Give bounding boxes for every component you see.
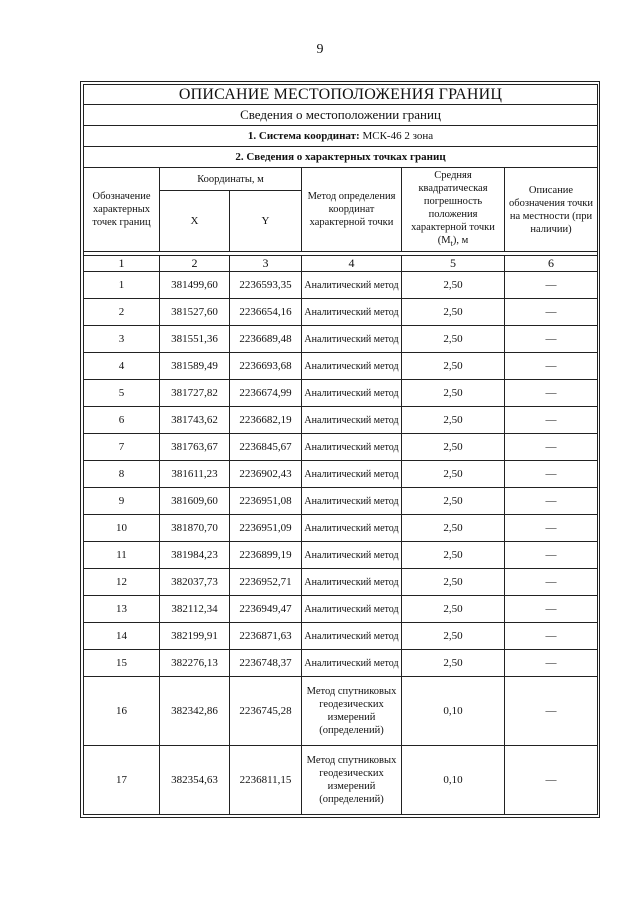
cell-x: 382354,63: [160, 746, 230, 815]
cell-y: 2236811,15: [230, 746, 302, 815]
cell-point: 11: [84, 542, 160, 569]
table-row: [84, 650, 598, 677]
cell-method: Аналитический метод: [302, 461, 402, 488]
table-row: [84, 488, 598, 515]
cell-description: —: [505, 569, 598, 596]
cell-y: 2236654,16: [230, 299, 302, 326]
cell-method: Аналитический метод: [302, 596, 402, 623]
cell-point: 16: [84, 677, 160, 746]
cell-x: 381527,60: [160, 299, 230, 326]
cell-method: Аналитический метод: [302, 299, 402, 326]
cell-point: 7: [84, 434, 160, 461]
cell-error: 2,50: [402, 407, 505, 434]
cell-y: 2236689,48: [230, 326, 302, 353]
header-coordinates: Координаты, м: [160, 168, 302, 191]
column-number-6: 6: [505, 256, 598, 272]
cell-error: 2,50: [402, 488, 505, 515]
column-number-3: 3: [230, 256, 302, 272]
header-y: Y: [230, 191, 302, 252]
column-number-2: 2: [160, 256, 230, 272]
cell-point: 8: [84, 461, 160, 488]
cell-error: 2,50: [402, 326, 505, 353]
cell-description: —: [505, 623, 598, 650]
cell-point: 1: [84, 272, 160, 299]
cell-y: 2236593,35: [230, 272, 302, 299]
table-row: [84, 623, 598, 650]
cell-point: 14: [84, 623, 160, 650]
cell-description: —: [505, 353, 598, 380]
cell-point: 4: [84, 353, 160, 380]
table-row: [84, 272, 598, 299]
boundary-table: [83, 84, 598, 815]
header-x: X: [160, 191, 230, 252]
document-subtitle: Сведения о местоположении границ: [84, 105, 598, 126]
header-description: Описание обозначения точки на местности (при наличии): [505, 168, 598, 252]
cell-error: 2,50: [402, 650, 505, 677]
cell-method: Аналитический метод: [302, 515, 402, 542]
cell-x: 381763,67: [160, 434, 230, 461]
document-title: ОПИСАНИЕ МЕСТОПОЛОЖЕНИЯ ГРАНИЦ: [84, 85, 598, 105]
cell-method: Аналитический метод: [302, 434, 402, 461]
table-row: [84, 515, 598, 542]
cell-x: 382199,91: [160, 623, 230, 650]
page-number: 9: [316, 42, 324, 57]
cell-method: Аналитический метод: [302, 542, 402, 569]
cell-y: 2236951,08: [230, 488, 302, 515]
cell-error: 2,50: [402, 461, 505, 488]
cell-error: 2,50: [402, 434, 505, 461]
cell-x: 381743,62: [160, 407, 230, 434]
cell-method: Аналитический метод: [302, 380, 402, 407]
coordinate-system-line: [84, 126, 598, 147]
cell-description: —: [505, 272, 598, 299]
table-row: [84, 677, 598, 746]
cell-description: —: [505, 746, 598, 815]
header-error: Средняя квадратическая погрешность положения характерной точки $(M_t)$, м: [402, 168, 505, 252]
cell-method: Аналитический метод: [302, 353, 402, 380]
cell-method: Аналитический метод: [302, 326, 402, 353]
cell-method: Аналитический метод: [302, 569, 402, 596]
header-method: Метод определения координат характерной точки: [302, 168, 402, 252]
cell-x: 381611,23: [160, 461, 230, 488]
cell-method: Аналитический метод: [302, 623, 402, 650]
cell-point: 3: [84, 326, 160, 353]
cell-point: 15: [84, 650, 160, 677]
cell-description: —: [505, 407, 598, 434]
column-number-5: 5: [402, 256, 505, 272]
cell-y: 2236682,19: [230, 407, 302, 434]
cell-x: 382112,34: [160, 596, 230, 623]
header-point-designation: Обозначение характерных точек границ: [84, 168, 160, 252]
cell-method: Аналитический метод: [302, 407, 402, 434]
cell-point: 5: [84, 380, 160, 407]
coordinate-system-label: 1. Система координат:: [247, 130, 360, 142]
cell-method: Аналитический метод: [302, 650, 402, 677]
cell-point: 13: [84, 596, 160, 623]
cell-method: Метод спутниковых геодезических измерений (определений): [302, 746, 402, 815]
cell-y: 2236902,43: [230, 461, 302, 488]
cell-description: —: [505, 461, 598, 488]
cell-error: 2,50: [402, 515, 505, 542]
cell-y: 2236949,47: [230, 596, 302, 623]
cell-y: 2236745,28: [230, 677, 302, 746]
cell-x: 381870,70: [160, 515, 230, 542]
cell-method: Аналитический метод: [302, 488, 402, 515]
cell-method: Аналитический метод: [302, 272, 402, 299]
table-row: [84, 434, 598, 461]
cell-description: —: [505, 299, 598, 326]
cell-point: 6: [84, 407, 160, 434]
cell-point: 2: [84, 299, 160, 326]
cell-x: 381551,36: [160, 326, 230, 353]
cell-description: —: [505, 380, 598, 407]
points-section-label: 2. Сведения о характерных точках границ: [235, 151, 446, 163]
cell-error: 2,50: [402, 299, 505, 326]
cell-y: 2236674,99: [230, 380, 302, 407]
table-row: [84, 407, 598, 434]
cell-description: —: [505, 434, 598, 461]
cell-y: 2236693,68: [230, 353, 302, 380]
cell-x: 381727,82: [160, 380, 230, 407]
cell-description: —: [505, 677, 598, 746]
cell-description: —: [505, 650, 598, 677]
cell-error: 2,50: [402, 380, 505, 407]
table-row: [84, 326, 598, 353]
cell-description: —: [505, 488, 598, 515]
cell-y: 2236899,19: [230, 542, 302, 569]
table-row: [84, 596, 598, 623]
cell-y: 2236871,63: [230, 623, 302, 650]
table-row: [84, 380, 598, 407]
cell-description: —: [505, 326, 598, 353]
cell-description: —: [505, 515, 598, 542]
cell-error: 2,50: [402, 569, 505, 596]
cell-x: 382276,13: [160, 650, 230, 677]
cell-y: 2236951,09: [230, 515, 302, 542]
cell-error: 0,10: [402, 677, 505, 746]
cell-error: 2,50: [402, 272, 505, 299]
cell-error: 2,50: [402, 596, 505, 623]
cell-method: Метод спутниковых геодезических измерений (определений): [302, 677, 402, 746]
boundary-description-frame: [80, 81, 600, 818]
cell-x: 382342,86: [160, 677, 230, 746]
coordinate-system-value: МСК-46 2 зона: [359, 130, 434, 142]
cell-error: 2,50: [402, 542, 505, 569]
cell-description: —: [505, 596, 598, 623]
cell-error: 2,50: [402, 353, 505, 380]
cell-point: 10: [84, 515, 160, 542]
cell-error: 0,10: [402, 746, 505, 815]
cell-y: 2236952,71: [230, 569, 302, 596]
table-row: [84, 569, 598, 596]
cell-y: 2236748,37: [230, 650, 302, 677]
cell-point: 17: [84, 746, 160, 815]
cell-point: 9: [84, 488, 160, 515]
table-row: [84, 299, 598, 326]
table-row: [84, 461, 598, 488]
column-number-1: 1: [84, 256, 160, 272]
cell-x: 381609,60: [160, 488, 230, 515]
points-section-heading: [84, 147, 598, 168]
cell-x: 381984,23: [160, 542, 230, 569]
table-row: [84, 353, 598, 380]
cell-description: —: [505, 542, 598, 569]
cell-x: 381499,60: [160, 272, 230, 299]
cell-x: 381589,49: [160, 353, 230, 380]
cell-x: 382037,73: [160, 569, 230, 596]
table-row: [84, 542, 598, 569]
column-number-4: 4: [302, 256, 402, 272]
cell-y: 2236845,67: [230, 434, 302, 461]
cell-point: 12: [84, 569, 160, 596]
cell-error: 2,50: [402, 623, 505, 650]
table-row: [84, 746, 598, 815]
